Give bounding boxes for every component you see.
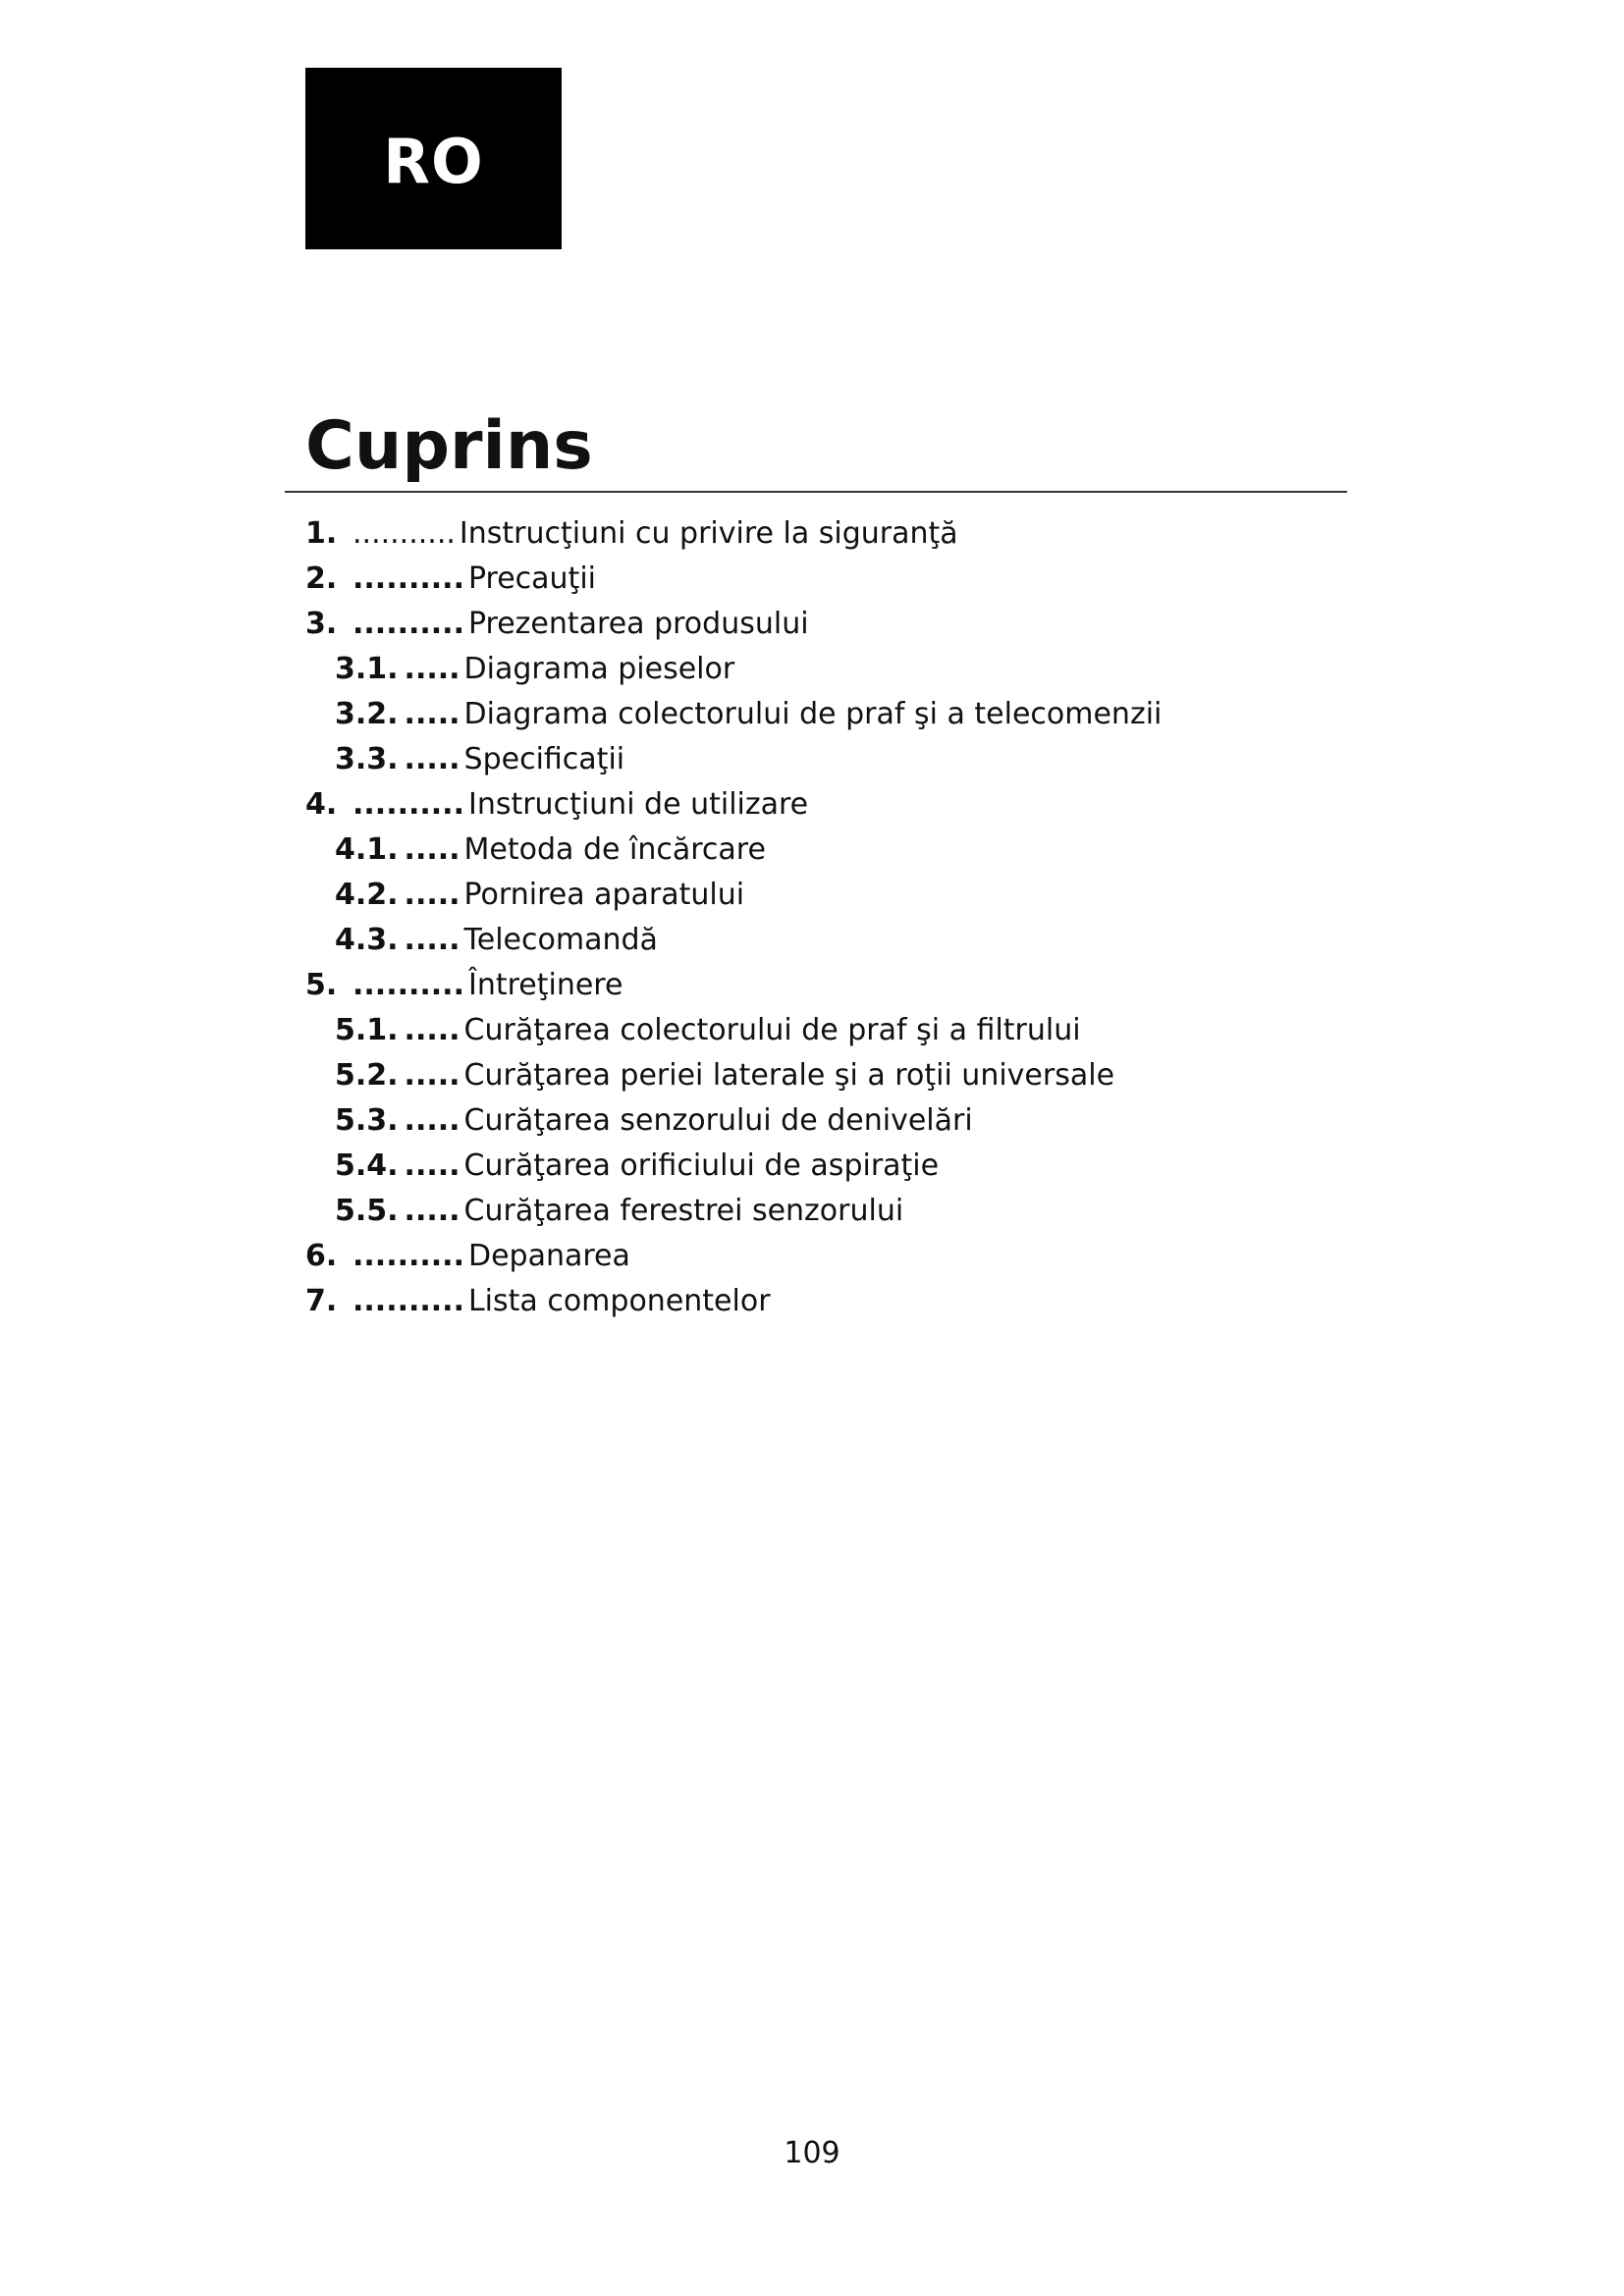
- toc-entry-leader-dots: .....: [404, 1012, 460, 1047]
- toc-entry-number: 3.3.: [335, 741, 399, 776]
- toc-entry[interactable]: [305, 1188, 1346, 1233]
- toc-entry-number: 2.: [305, 561, 338, 596]
- toc-entry-leader-dots: .....: [404, 877, 460, 912]
- toc-entry-label: Instrucţiuni cu privire la siguranţă: [459, 515, 958, 551]
- page-number: 109: [784, 2136, 840, 2170]
- toc-entry-leader-dots: .....: [404, 1193, 460, 1228]
- language-code: RO: [383, 126, 484, 197]
- toc-entry[interactable]: [305, 917, 1346, 962]
- toc-entry-number: 3.1.: [335, 651, 399, 686]
- language-badge: [305, 68, 562, 249]
- toc-entry-number: 3.: [305, 606, 338, 641]
- toc-entry-leader-dots: ..........: [352, 606, 464, 641]
- toc-entry-number: 5.4.: [335, 1148, 399, 1183]
- toc-entry[interactable]: [305, 691, 1346, 736]
- toc-entry-number: 5.2.: [335, 1057, 399, 1093]
- toc-entry-label: Telecomandă: [463, 922, 658, 957]
- toc-entry-leader-dots: .....: [404, 922, 460, 957]
- toc-entry[interactable]: [305, 781, 1346, 827]
- toc-entry-label: Specificaţii: [463, 741, 625, 776]
- toc-entry-label: Diagrama colectorului de praf şi a telecomenzii: [463, 696, 1163, 731]
- toc-entry[interactable]: [305, 601, 1346, 646]
- toc-entry-leader-dots: ..........: [352, 786, 464, 822]
- toc-entry-label: Curăţarea senzorului de denivelări: [463, 1102, 973, 1138]
- toc-entry-leader-dots: ..........: [352, 1238, 464, 1273]
- toc-entry-label: Întreţinere: [467, 967, 623, 1002]
- title-divider: [285, 491, 1347, 493]
- toc-entry-label: Curăţarea colectorului de praf şi a filtrului: [463, 1012, 1081, 1047]
- toc-entry-leader-dots: ..........: [352, 561, 464, 596]
- toc-entry[interactable]: [305, 1052, 1346, 1097]
- toc-entry-label: Curăţarea periei laterale şi a roţii universale: [463, 1057, 1115, 1093]
- toc-entry-number: 7.: [305, 1283, 338, 1318]
- toc-entry[interactable]: [305, 1143, 1346, 1188]
- toc-entry-leader-dots: ..........: [352, 1283, 464, 1318]
- toc-entry-label: Diagrama pieselor: [463, 651, 735, 686]
- toc-entry[interactable]: [305, 1278, 1346, 1323]
- toc-entry-label: Curăţarea orificiului de aspiraţie: [463, 1148, 940, 1183]
- toc-entry[interactable]: [305, 556, 1346, 601]
- toc-entry-leader-dots: .....: [404, 741, 460, 776]
- toc-entry[interactable]: [305, 646, 1346, 691]
- toc-entry-number: 5.1.: [335, 1012, 399, 1047]
- toc-entry-label: Pornirea aparatului: [463, 877, 745, 912]
- toc-entry-number: 5.: [305, 967, 338, 1002]
- toc-entry[interactable]: [305, 1007, 1346, 1052]
- toc-entry-number: 4.1.: [335, 831, 399, 867]
- toc-entry-leader-dots: .....: [404, 651, 460, 686]
- toc-entry-number: 1.: [305, 515, 338, 551]
- toc-entry-leader-dots: ...........: [352, 515, 456, 551]
- toc-entry-leader-dots: .....: [404, 696, 460, 731]
- toc-entry-label: Depanarea: [467, 1238, 630, 1273]
- toc-entry[interactable]: [305, 827, 1346, 872]
- toc-entry-label: Metoda de încărcare: [463, 831, 766, 867]
- toc-entry[interactable]: [305, 510, 1346, 556]
- toc-entry-label: Prezentarea produsului: [467, 606, 809, 641]
- toc-entry[interactable]: [305, 962, 1346, 1007]
- toc-entry-leader-dots: .....: [404, 1102, 460, 1138]
- toc-entry-label: Lista componentelor: [467, 1283, 771, 1318]
- toc-entry[interactable]: [305, 1233, 1346, 1278]
- table-of-contents: [305, 510, 1346, 1323]
- toc-entry-leader-dots: ..........: [352, 967, 464, 1002]
- toc-entry-leader-dots: .....: [404, 831, 460, 867]
- toc-entry-number: 5.5.: [335, 1193, 399, 1228]
- toc-entry-number: 3.2.: [335, 696, 399, 731]
- toc-entry-label: Precauţii: [467, 561, 596, 596]
- toc-entry-leader-dots: .....: [404, 1148, 460, 1183]
- toc-entry[interactable]: [305, 1097, 1346, 1143]
- toc-entry-number: 5.3.: [335, 1102, 399, 1138]
- toc-entry-number: 4.3.: [335, 922, 399, 957]
- toc-entry-label: Instrucţiuni de utilizare: [467, 786, 809, 822]
- toc-entry[interactable]: [305, 736, 1346, 781]
- toc-entry-leader-dots: .....: [404, 1057, 460, 1093]
- toc-entry-label: Curăţarea ferestrei senzorului: [463, 1193, 904, 1228]
- page-title: Cuprins: [305, 407, 593, 485]
- toc-entry[interactable]: [305, 872, 1346, 917]
- toc-entry-number: 6.: [305, 1238, 338, 1273]
- toc-entry-number: 4.2.: [335, 877, 399, 912]
- toc-entry-number: 4.: [305, 786, 338, 822]
